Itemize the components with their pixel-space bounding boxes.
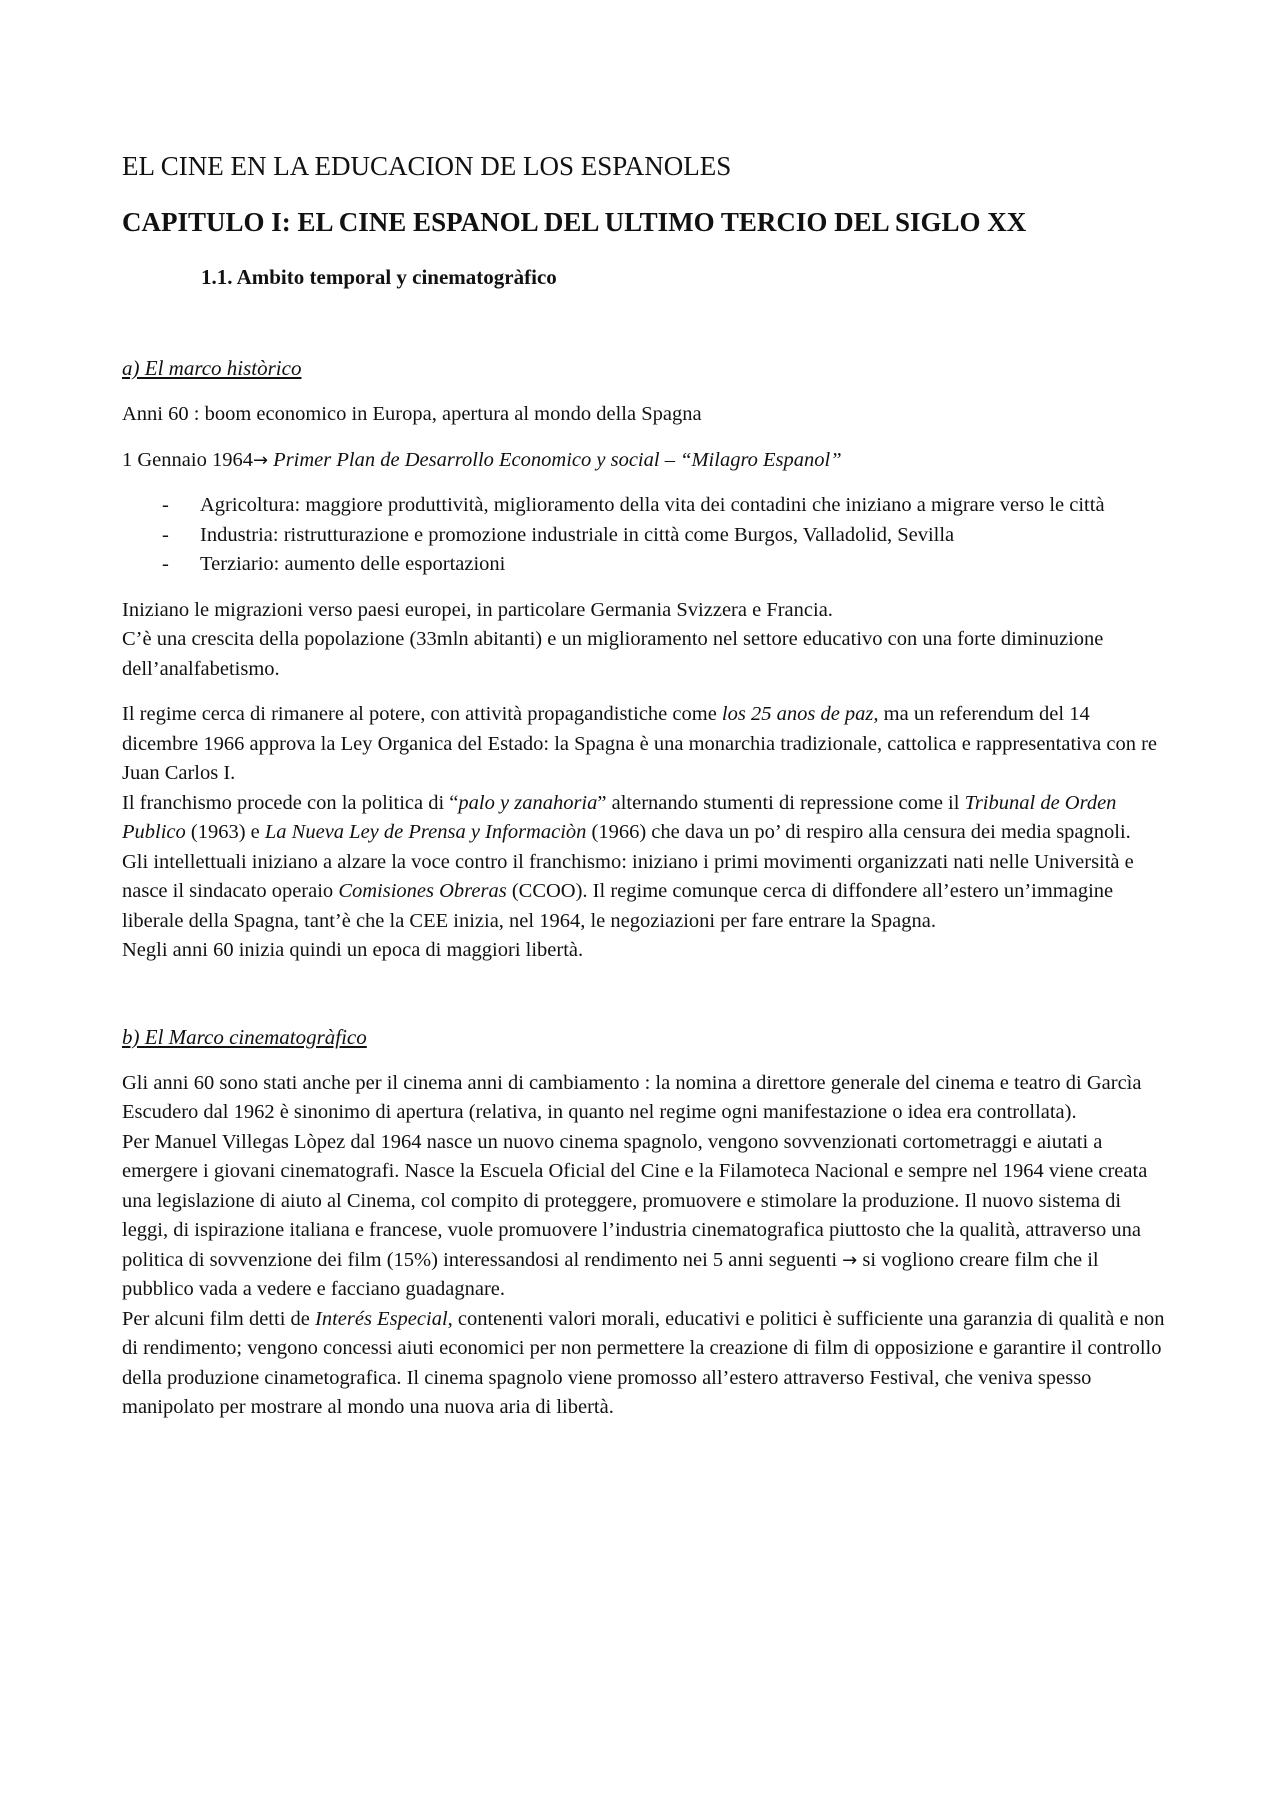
arrow-right-icon: → (842, 1249, 858, 1271)
subsection-title: 1.1. Ambito temporal y cinematogràfico (201, 264, 557, 289)
date-text: 1 Gennaio 1964 (122, 448, 253, 471)
spacer (122, 982, 1167, 1024)
list-item-text: Terziario: aumento delle esportazioni (200, 553, 506, 576)
list-item-text: Industria: ristrutturazione e promozione industriale in città come Burgos, Valladolid, Sevilla (200, 523, 955, 546)
text-run: (CCOO). Il regime comunque cerca di diffondere all’estero un’immagine liberale della Spagna, tant’è che la CEE inizia, nel 1964, le negoziazioni per fare entrare la Spagna. (122, 880, 1114, 932)
section-a-paragraph-4: C’è una crescita della popolazione (33mln abitanti) e un miglioramento nel settore educativo con una forte diminuzione dell’analfabetismo. (122, 628, 1104, 680)
text-run: (1963) e (185, 821, 265, 844)
text-run: Per alcuni film detti de (122, 1307, 315, 1330)
section-b-heading: b) El Marco cinematogràfico (122, 1024, 367, 1049)
italic-run: La Nueva Ley de Prensa y Informaciòn (264, 821, 587, 844)
section-b-paragraph-3 (122, 1305, 1167, 1423)
italic-run: Tribunal de Orden Publico (122, 791, 1117, 844)
section-a-paragraph-7 (122, 848, 1167, 937)
section-a-heading: a) El marco històrico (122, 355, 302, 380)
text-run: (1966) che dava un po’ di respiro alla censura dei media spagnoli. (586, 821, 1131, 844)
section-a-paragraph-3: Iniziano le migrazioni verso paesi europei, in particolare Germania Svizzera e Francia. (122, 598, 833, 621)
text-run: Per Manuel Villegas Lòpez dal 1964 nasce un nuovo cinema spagnolo, vengono sovvenzionati cortometraggi e aiutati a emergere i giovani cinematografi. Nasce la Escuela Oficial del Cine e la Filamoteca Nacional e sempre nel 1964 viene creata una legislazione di aiuto al Cinema, col compito di proteggere, promuovere e stimolare la produzione. Il nuovo sistema di leggi, di ispirazione italiana e francese, vuole promuovere l’industria cinematografica piuttosto che la qualità, attraverso una politica di sovvenzione dei film (15%) interessandosi al rendimento nei 5 anni seguenti (122, 1130, 1148, 1271)
text-run: si vogliono creare film che il pubblico vada a vedere e facciano guadagnare. (122, 1248, 1099, 1301)
italic-run: palo y zanahoria (458, 791, 598, 814)
arrow-right-icon: → (252, 449, 269, 471)
section-a-paragraph-5 (122, 700, 1167, 789)
dash-bullet-icon: - (162, 494, 169, 517)
italic-run: Interés Especial (315, 1307, 448, 1330)
section-a-paragraph-8: Negli anni 60 inizia quindi un epoca di maggiori libertà. (122, 939, 584, 962)
list-item (122, 521, 1167, 551)
section-b-paragraph-2 (122, 1128, 1167, 1305)
section-a-paragraph-6 (122, 789, 1167, 848)
section-a-paragraph-1: Anni 60 : boom economico in Europa, apertura al mondo della Spagna (122, 403, 702, 426)
text-run: Gli intellettuali iniziano a alzare la voce contro il franchismo: iniziano i primi movimenti organizzati nati nelle Università e nasce il sindacato operaio (122, 850, 1134, 903)
list-item (122, 550, 1167, 580)
document-title: EL CINE EN LA EDUCACION DE LOS ESPANOLES (122, 151, 732, 181)
list-item-text: Agricoltura: maggiore produttività, miglioramento della vita dei contadini che iniziano a migrare verso le città (200, 494, 1105, 517)
text-run: , contenenti valori morali, educativi e politici è sufficiente una garanzia di qualità e non di rendimento; vengono concessi aiuti economici per non permettere la creazione di film di opposizione e garantire il controllo della produzione cinametografica. Il cinema spagnolo viene promosso all’estero attraverso Festival, che veniva spesso manipolato per mostrare al mondo una nuova aria di libertà. (122, 1307, 1165, 1419)
text-run: Il regime cerca di rimanere al potere, con attività propagandistiche come (122, 703, 722, 726)
spacer (122, 291, 1167, 355)
text-run: ma un referendum del 14 dicembre 1966 approva la Ley Organica del Estado: la Spagna è una monarchia tradizionale, cattolica e rappresentativa con re Juan Carlos I. (122, 703, 1157, 785)
section-b-paragraph-1: Gli anni 60 sono stati anche per il cinema anni di cambiamento : la nomina a direttore generale del cinema e teatro di Garcìa Escudero dal 1962 è sinonimo di apertura (relativa, in quanto nel regime ogni manifestazione o idea era controllata). (122, 1071, 1142, 1124)
sector-list (122, 491, 1167, 580)
list-item (122, 491, 1167, 521)
text-run: ” alternando stumenti di repressione come il (597, 791, 965, 814)
italic-run: los 25 anos de paz, (721, 703, 879, 726)
chapter-title: CAPITULO I: EL CINE ESPANOL DEL ULTIMO TERCIO DEL SIGLO XX (122, 206, 1027, 237)
dash-bullet-icon: - (162, 553, 169, 576)
plan-title: Primer Plan de Desarrollo Economico y social – “Milagro Espanol” (268, 448, 842, 471)
italic-run: Comisiones Obreras (338, 880, 507, 903)
dash-bullet-icon: - (162, 523, 169, 546)
section-a-paragraph-2 (122, 446, 1167, 476)
document-page (122, 150, 1167, 1423)
text-run: Il franchismo procede con la politica di “ (122, 791, 459, 814)
